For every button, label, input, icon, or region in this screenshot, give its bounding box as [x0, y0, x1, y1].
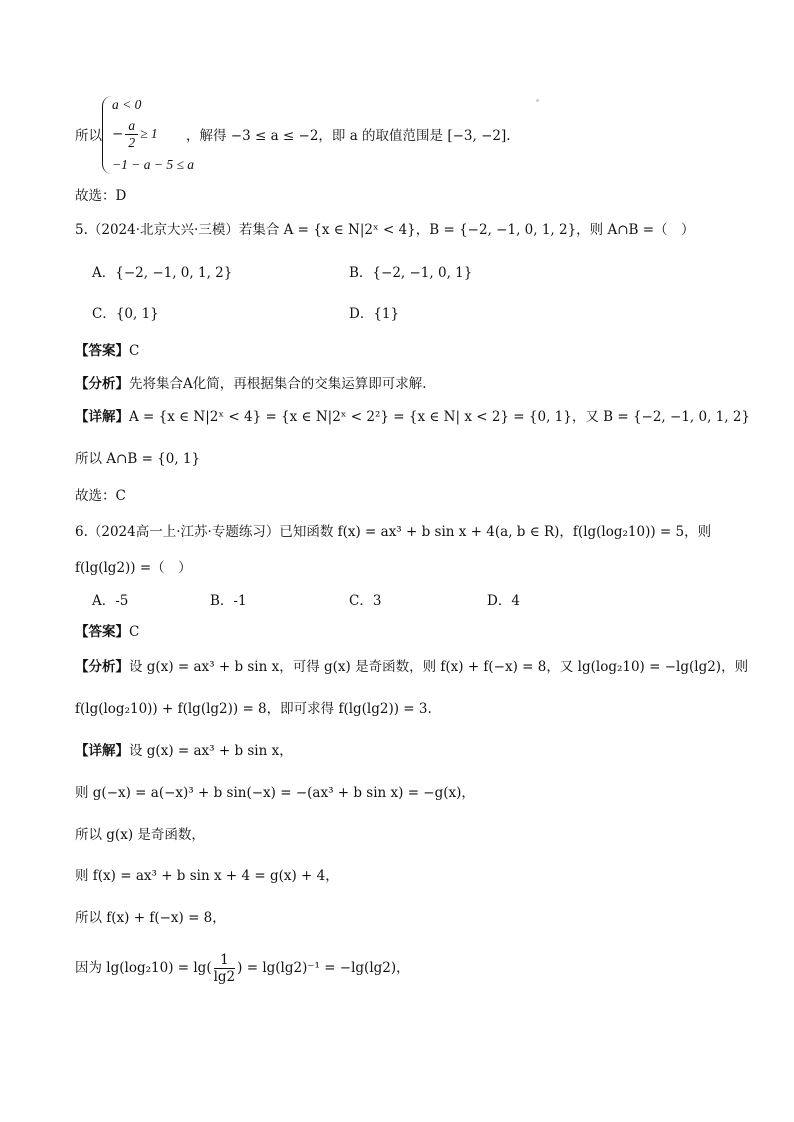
q6-answer: [75, 622, 139, 642]
q6-option-d: D．4: [487, 593, 520, 609]
q5-analysis-text: 先将集合A化简，再根据集合的交集运算即可求解.: [129, 376, 427, 392]
q5-analysis-tag: 【分析】: [75, 376, 129, 392]
q6-detail6-b: ) = lg(lg2)⁻¹ = −lg(lg2)，: [237, 960, 410, 976]
q6-stem-line1: 6.（2024高一上·江苏·专题练习）已知函数 f(x) = ax³ + b sin x + 4(a, b ∈ R)，f(lg(log₂10)) = 5，则: [75, 524, 712, 540]
q6-detail6-num: 1: [214, 952, 236, 969]
q6-detail-tag: 【详解】: [75, 743, 129, 759]
q4-sys-row2-tail: ≥ 1: [140, 126, 158, 141]
q4-sys-row2-sign: −: [112, 126, 124, 142]
q6-option-b: B．-1: [210, 593, 247, 609]
q6-detail6-den: lg2: [213, 969, 236, 985]
q5-detail-tag: 【详解】: [75, 409, 129, 425]
q6-detail-line4: 则 f(x) = ax³ + b sin x + 4 = g(x) + 4，: [75, 868, 339, 884]
q6-analysis-line1: [75, 657, 748, 677]
q6-analysis-line2: f(lg(log₂10)) + f(lg(lg2)) = 8，即可求得 f(lg(lg2)) = 3.: [75, 701, 432, 717]
q6-analysis-text1: 设 g(x) = ax³ + b sin x，可得 g(x) 是奇函数，则 f(x) + f(−x) = 8，又 lg(log₂10) = −lg(lg2)，则: [129, 659, 749, 675]
q6-detail6-a: 因为 lg(log₂10) = lg(: [75, 960, 212, 976]
q5-detail: [75, 407, 750, 427]
q6-stem-line2: f(lg(lg2)) =（ ）: [75, 560, 192, 576]
q4-prefix: 所以: [75, 128, 102, 144]
q6-detail-line1: [75, 741, 293, 761]
q4-sys-row2-den: 2: [128, 135, 136, 150]
q5-answer-value: C: [129, 343, 140, 359]
q6-answer-value: C: [129, 624, 140, 640]
q5-analysis: [75, 374, 427, 394]
q6-detail-line2: 则 g(−x) = a(−x)³ + b sin(−x) = −(ax³ + b sin x) = −g(x)，: [75, 785, 475, 801]
q5-detail-text: A = {x ∈ N|2ˣ < 4} = {x ∈ N|2ˣ < 2²} = {x ∈ N| x < 2} = {0, 1}，又 B = {−2, −1, 0, 1, 2}: [129, 409, 751, 425]
q5-stem: 5.（2024·北京大兴·三模）若集合 A = {x ∈ N|2ˣ < 4}，B = {−2, −1, 0, 1, 2}，则 A∩B =（ ）: [75, 222, 695, 238]
q5-option-b: B．{−2, −1, 0, 1}: [349, 265, 473, 281]
q4-sys-row1: a < 0: [112, 97, 142, 112]
q5-choice: 故选：C: [75, 488, 126, 504]
q6-detail-text1: 设 g(x) = ax³ + b sin x，: [129, 743, 293, 759]
q5-detail-line2: 所以 A∩B = {0, 1}: [75, 451, 201, 467]
q6-detail-line5: 所以 f(x) + f(−x) = 8，: [75, 910, 226, 926]
q5-option-a: A．{−2, −1, 0, 1, 2}: [92, 265, 233, 281]
scan-dot: [536, 99, 539, 102]
q5-option-c: C．{0, 1}: [92, 306, 159, 322]
q4-choice: 故选：D: [75, 188, 127, 204]
q6-option-c: C．3: [349, 593, 382, 609]
q4-sys-row2-num: a: [125, 118, 138, 135]
q5-answer-tag: 【答案】: [75, 343, 129, 359]
q5-option-d: D．{1}: [349, 306, 400, 322]
q6-option-a: A．-5: [92, 593, 129, 609]
q4-sys-row2: [112, 118, 158, 151]
q6-detail-line3: 所以 g(x) 是奇函数，: [75, 827, 205, 843]
q6-detail-line6: [75, 952, 410, 985]
q5-answer: [75, 341, 139, 361]
q4-result: ，解得 −3 ≤ a ≤ −2，即 a 的取值范围是 [−3, −2].: [186, 128, 511, 144]
q6-analysis-tag: 【分析】: [75, 659, 129, 675]
q4-sys-row3: −1 − a − 5 ≤ a: [112, 157, 194, 172]
q6-answer-tag: 【答案】: [75, 624, 129, 640]
